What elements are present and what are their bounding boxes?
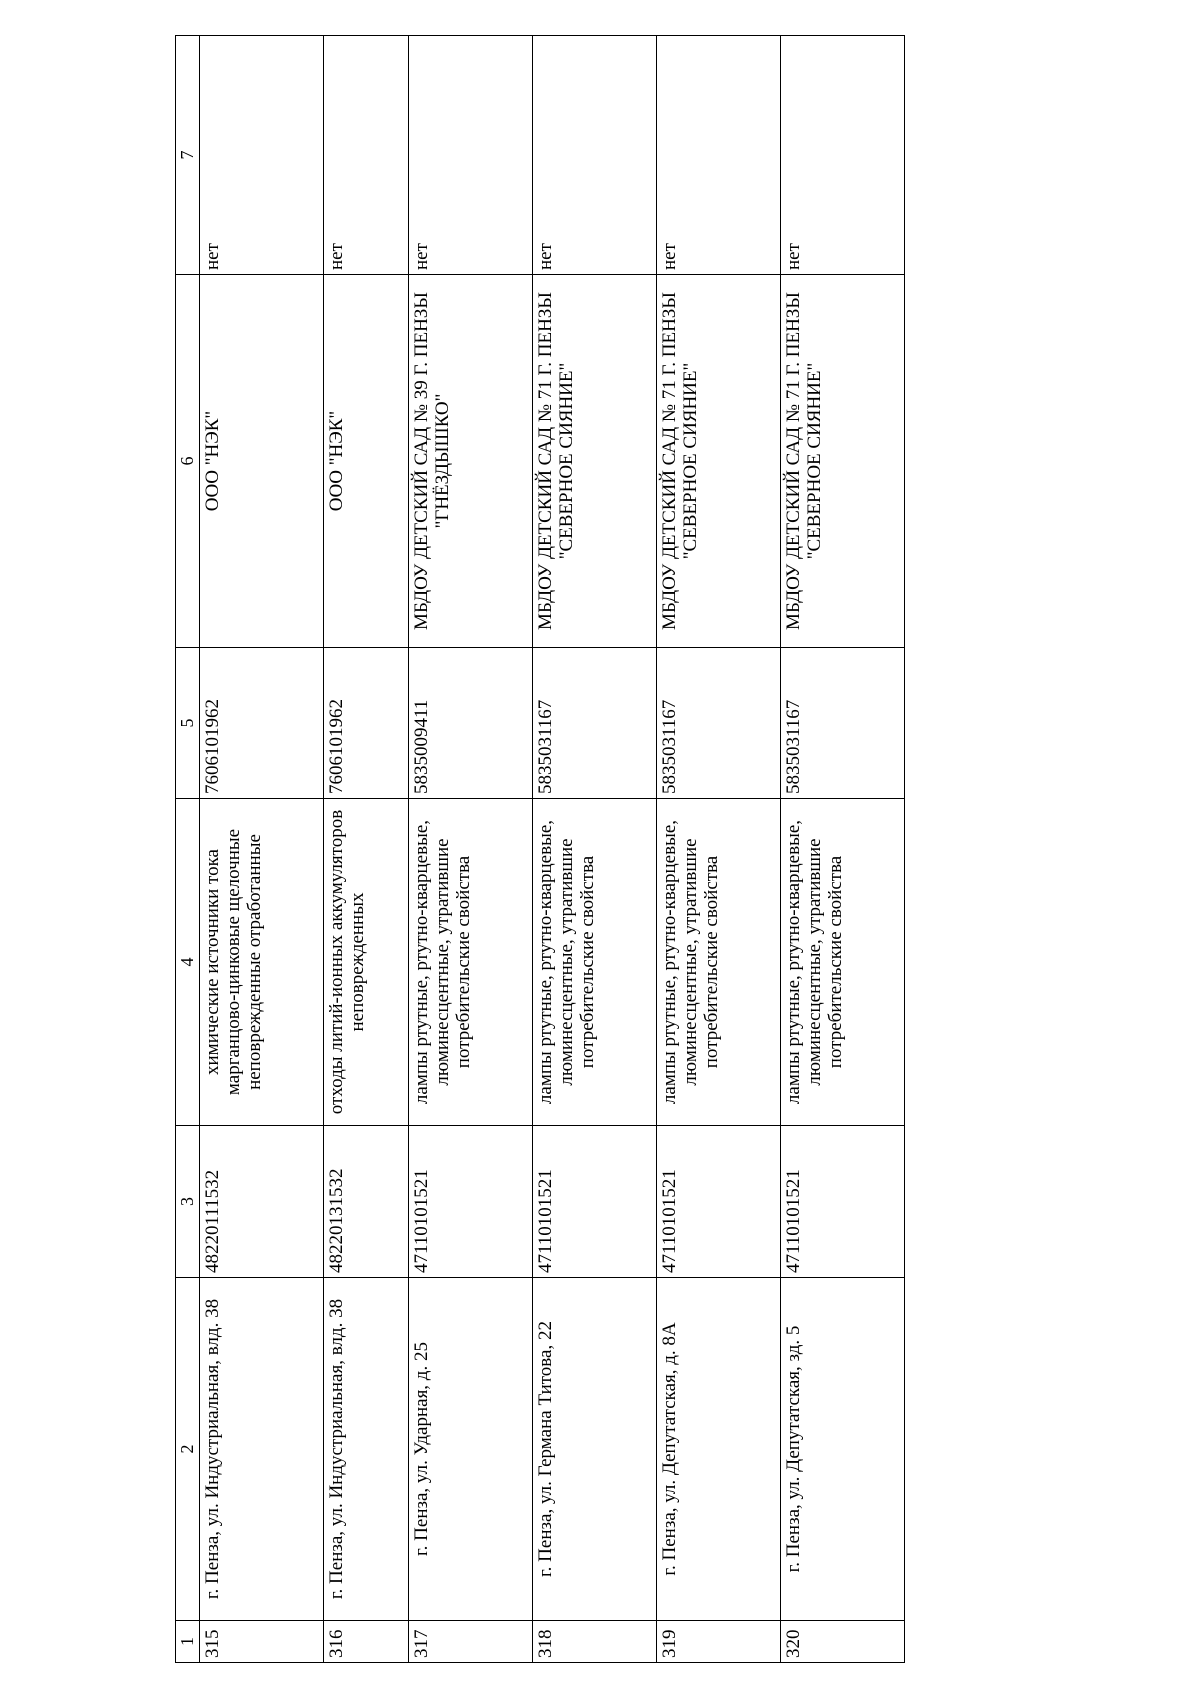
row-number: 320	[781, 1621, 905, 1663]
organization-inn: 7606101962	[200, 648, 324, 799]
table-row	[781, 36, 905, 1663]
object-address: г. Пенза, ул. Ударная, д. 25	[409, 1278, 533, 1621]
waste-code: 47110101521	[533, 1126, 657, 1278]
waste-code: 47110101521	[781, 1126, 905, 1278]
flag-value: нет	[409, 36, 533, 275]
object-address: г. Пенза, ул. Индустриальная, влд. 38	[200, 1278, 324, 1621]
column-number: 3	[176, 1126, 200, 1278]
object-address: г. Пенза, ул. Германа Титова, 22	[533, 1278, 657, 1621]
waste-name: лампы ртутные, ртутно-кварцевые, люминесцентные, утратившие потребительские свойства	[781, 799, 905, 1126]
organization-name: ООО "НЭК"	[200, 275, 324, 648]
waste-name: лампы ртутные, ртутно-кварцевые, люминесцентные, утратившие потребительские свойства	[409, 799, 533, 1126]
organization-name: ООО "НЭК"	[323, 275, 409, 648]
waste-code: 47110101521	[657, 1126, 781, 1278]
object-address: г. Пенза, ул. Депутатская, д. 8А	[657, 1278, 781, 1621]
column-number: 5	[176, 648, 200, 799]
row-number: 317	[409, 1621, 533, 1663]
table-row	[323, 36, 409, 1663]
row-number: 318	[533, 1621, 657, 1663]
organization-name: МБДОУ ДЕТСКИЙ САД № 71 Г. ПЕНЗЫ "СЕВЕРНОЕ СИЯНИЕ"	[781, 275, 905, 648]
column-number: 6	[176, 275, 200, 648]
flag-value: нет	[323, 36, 409, 275]
organization-name: МБДОУ ДЕТСКИЙ САД № 39 Г. ПЕНЗЫ "ГНЁЗДЫШКО"	[409, 275, 533, 648]
waste-name: лампы ртутные, ртутно-кварцевые, люминесцентные, утратившие потребительские свойства	[533, 799, 657, 1126]
organization-name: МБДОУ ДЕТСКИЙ САД № 71 Г. ПЕНЗЫ "СЕВЕРНОЕ СИЯНИЕ"	[533, 275, 657, 648]
table-row	[409, 36, 533, 1663]
column-number: 7	[176, 36, 200, 275]
flag-value: нет	[781, 36, 905, 275]
table-row	[657, 36, 781, 1663]
flag-value: нет	[200, 36, 324, 275]
rotated-table-page	[175, 36, 905, 1663]
row-number: 315	[200, 1621, 324, 1663]
organization-inn: 5835031167	[781, 648, 905, 799]
organization-inn: 5835031167	[533, 648, 657, 799]
organization-inn: 5835031167	[657, 648, 781, 799]
flag-value: нет	[657, 36, 781, 275]
organization-inn: 5835009411	[409, 648, 533, 799]
organization-inn: 7606101962	[323, 648, 409, 799]
waste-code: 47110101521	[409, 1126, 533, 1278]
waste-code: 48220111532	[200, 1126, 324, 1278]
row-number: 319	[657, 1621, 781, 1663]
row-number: 316	[323, 1621, 409, 1663]
organization-name: МБДОУ ДЕТСКИЙ САД № 71 Г. ПЕНЗЫ "СЕВЕРНОЕ СИЯНИЕ"	[657, 275, 781, 648]
column-number: 1	[176, 1621, 200, 1663]
object-address: г. Пенза, ул. Депутатская, зд. 5	[781, 1278, 905, 1621]
waste-name: лампы ртутные, ртутно-кварцевые, люминесцентные, утратившие потребительские свойства	[657, 799, 781, 1126]
flag-value: нет	[533, 36, 657, 275]
waste-name: отходы литий-ионных аккумуляторов неповрежденных	[323, 799, 409, 1126]
column-number-row	[176, 36, 200, 1663]
table-row	[200, 36, 324, 1663]
table-row	[533, 36, 657, 1663]
waste-name: химические источники тока марганцово-цинковые щелочные неповрежденные отработанные	[200, 799, 324, 1126]
column-number: 2	[176, 1278, 200, 1621]
object-address: г. Пенза, ул. Индустриальная, влд. 38	[323, 1278, 409, 1621]
column-number: 4	[176, 799, 200, 1126]
waste-code: 48220131532	[323, 1126, 409, 1278]
waste-registry-table	[175, 35, 905, 1663]
